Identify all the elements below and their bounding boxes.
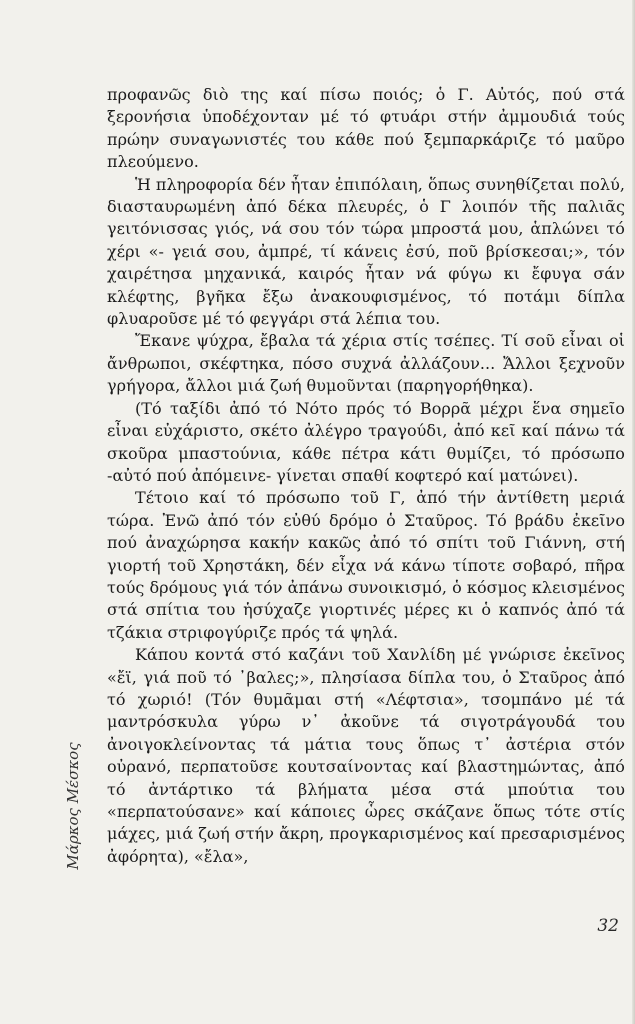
paragraph-6: Κάπου κοντά στό καζάνι τοῦ Χανλίδη μέ γνώρισε ἐκεῖνος «ἔϊ, γιά ποῦ τό ᾿βαλες;», πλησίασα δίπλα του, ὁ Σταῦρος ἀπό τό χωριό! (Τόν θυμᾶμαι στή «Λέφτσια», τσομπάνο μέ τά μαντρόσκυλα γύρω ν᾿ ἀκοῦνε τά σιγοτράγουδά του ἀνοιγοκλείνοντας τά μάτια τους ὅπως τ᾿ ἀστέρια στόν οὐρανό, περπατοῦσε κουτσαίνοντας καί βλαστημώντας, ἀπό τό ἀντάρτικο τά βλήματα μέσα στά μπούτια του «περπατούσανε» καί κάποιες ὧρες σκάζανε ὅπως τότε στίς μάχες, μιά ζωή στήν ἄκρη, προγκαρισμένος καί πρεσαρισμένος ἀφόρητα), «ἔλα», — [107, 645, 625, 866]
paragraph-5: Τέτοιο καί τό πρόσωπο τοῦ Γ, ἀπό τήν ἀντίθετη μεριά τώρα. Ἐνῶ ἀπό τόν εὐθύ δρόμο ὁ Σταῦρος. Τό βράδυ ἐκεῖνο πού ἀναχώρησα κακήν κακῶς ἀπό τό σπίτι τοῦ Γιάννη, στή γιορτή τοῦ Χρηστάκη, δέν εἶχα νά κάνω τίποτε σοβαρό, πῆρα τούς δρόμους γιά τόν ἀπάνω συνοικισμό, ὁ κόσμος κλεισμένος στά σπίτια του ἡσύχαζε γιορτινές μέρες κι ὁ καπνός ἀπό τά τζάκια στριφογύριζε πρός τά ψηλά. — [107, 488, 625, 642]
paragraph-1: προφανῶς διὸ της καί πίσω ποιός; ὁ Γ. Αὐτός, πού στά ξερονήσια ὑποδέχονταν μέ τό φτυάρι στήν ἀμμουδιά τούς πρώην συναγωνιστές του κάθε πού ξεμπαρκάριζε τό μαῦρο πλεούμενο. — [107, 85, 625, 172]
paragraph-4: (Τό ταξίδι ἀπό τό Νότο πρός τό Βορρᾶ μέχρι ἕνα σημεῖο εἶναι εὐχάριστο, σκέτο ἀλέγρο τραγούδι, ἀπό κεῖ καί πάνω τά σκοῦρα μπαστούνια, κάθε πέτρα κάτι θυμίζει, τό πρόσωπο -αὐτό πού ἀπόμεινε- γίνεται σπαθί κοφτερό καί ματώνει). — [107, 398, 625, 485]
page-number: 32 — [597, 916, 619, 936]
paragraph-3: Ἔκανε ψύχρα, ἔβαλα τά χέρια στίς τσέπες. Τί σοῦ εἶναι οἱ ἄνθρωποι, σκέφτηκα, πόσο συχνά ἀλλάζουν... Ἄλλοι ξεχνοῦν γρήγορα, ἄλλοι μιά ζωή θυμοῦνται (παρηγορήθηκα). — [107, 331, 625, 396]
running-head-author: Μάρκος Μέσκος — [64, 742, 82, 870]
body-text — [107, 84, 625, 868]
paragraph-2: Ἡ πληροφορία δέν ἦταν ἐπιπόλαιη, ὅπως συνηθίζεται πολύ, διασταυρωμένη ἀπό δέκα πλευρές, ὁ Γ λοιπόν τῆς παλιᾶς γειτόνισσας γιός, νά σου τόν τώρα μπροστά μου, ἁπλώνει τό χέρι «- γειά σου, ἀμπρέ, τί κάνεις ἐσύ, ποῦ βρίσκεσαι;», τόν χαιρέτησα μηχανικά, καιρός ἦταν νά φύγω κι ἔφυγα σάν κλέφτης, βγῆκα ἔξω ἀνακουφισμένος, τό ποτάμι δίπλα φλυαροῦσε μέ τό φεγγάρι στά λέπια του. — [107, 174, 625, 329]
